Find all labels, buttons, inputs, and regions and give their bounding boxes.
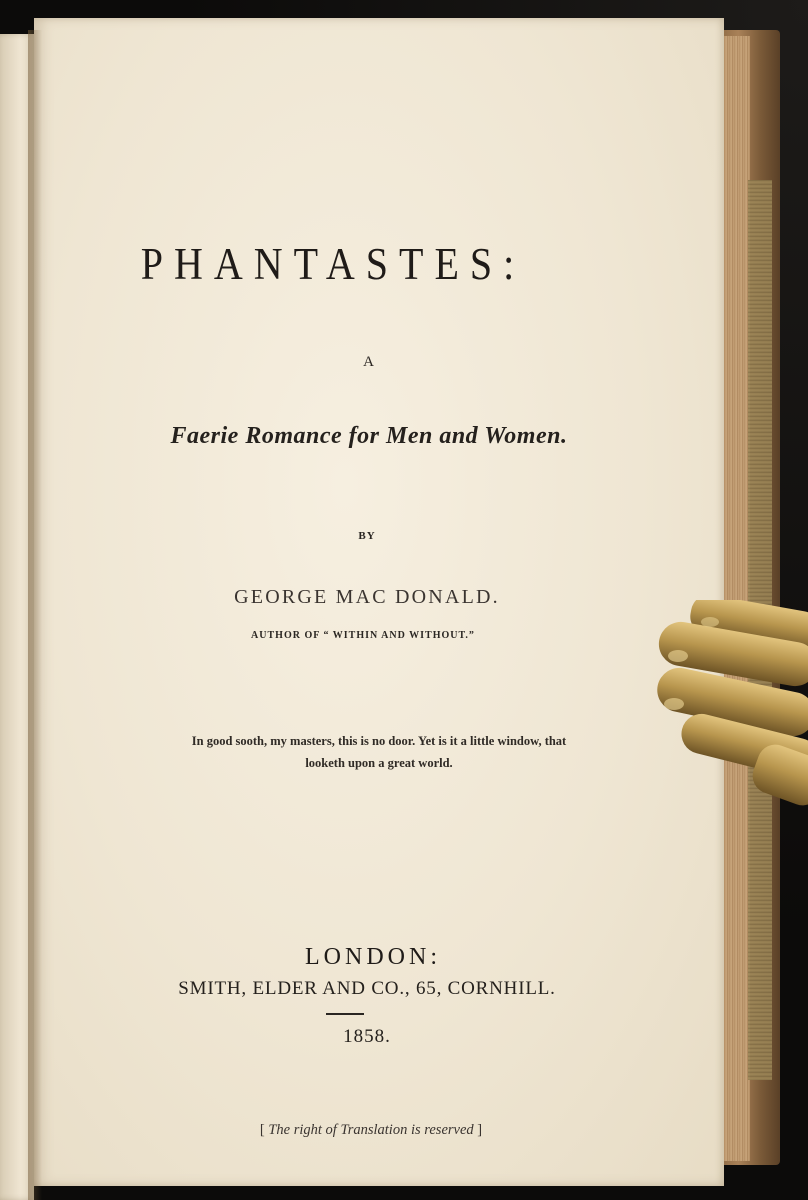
- by-line: BY: [358, 530, 376, 542]
- brass-hand-icon: [650, 600, 808, 815]
- rights-notice: [26, 1122, 716, 1139]
- book-gutter-shadow: [28, 30, 42, 1200]
- epigraph-line-2: looketh upon a great world.: [305, 756, 453, 770]
- subtitle-article: A: [363, 354, 375, 370]
- rights-close-bracket: ]: [477, 1122, 483, 1138]
- rights-text: The right of Translation is reserved: [268, 1122, 474, 1138]
- divider-rule: [326, 1013, 364, 1015]
- epigraph-line-1: In good sooth, my masters, this is no door. Yet is it a little window, that: [191, 734, 567, 748]
- book-subtitle: Faerie Romance for Men and Women.: [170, 423, 568, 449]
- epigraph: [34, 730, 724, 774]
- publisher: SMITH, ELDER AND CO., 65, CORNHILL.: [178, 978, 556, 999]
- publication-place: LONDON:: [305, 944, 441, 970]
- rights-open-bracket: [: [259, 1122, 265, 1138]
- author-name: GEORGE MAC DONALD.: [234, 586, 500, 608]
- title-page: [34, 18, 724, 1186]
- book-title: PHANTASTES:: [140, 237, 526, 290]
- author-note: AUTHOR OF “ WITHIN AND WITHOUT.”: [251, 630, 475, 641]
- publication-year: 1858.: [343, 1026, 391, 1047]
